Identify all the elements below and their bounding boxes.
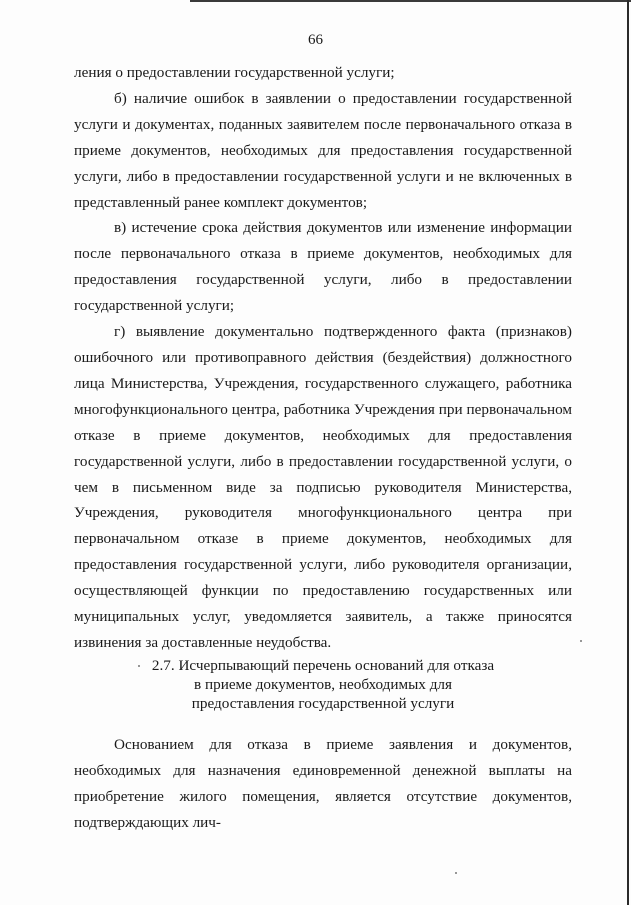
paragraph-g: г) выявление документально подтвержденного факта (признаков) ошибочного или противоправного действия (бездействия) должностного лица Министерства, Учреждения, государственного служащего, работника многофункционального центра, работника Учреждения при первоначальном отказе в приеме документов, необходимых для предоставления государственной услуги, либо в предоставлении государственной услуги, о чем в письменном виде за подписью руководителя Министерства, Учреждения, руководителя многофункционального центра при первоначальном отказе в приеме документов, необходимых для предоставления государственной услуги, либо руководителя организации, осуществляющей функции по предоставлению государственных или муниципальных услуг, уведомляется заявитель, а также приносятся извинения за доставленные неудобства. (74, 323, 572, 651)
section-heading-line-1: 2.7. Исчерпывающий перечень оснований для отказа (151, 657, 495, 674)
scan-right-edge (627, 0, 629, 905)
paragraph-continuation: ления о предоставлении государственной услуги; (74, 64, 395, 81)
scan-speck (580, 640, 582, 642)
closing-text (74, 732, 572, 836)
scan-top-edge (190, 0, 631, 2)
scan-speck (138, 665, 140, 667)
page-number: 66 (308, 32, 323, 48)
closing-paragraph: Основанием для отказа в приеме заявления и документов, необходимых для назначения единовременной денежной выплаты на приобретение жилого помещения, является отсутствие документов, подтверждающих лич- (74, 736, 572, 831)
section-heading-line-3: предоставления государственной услуги (191, 695, 455, 712)
paragraph-b: б) наличие ошибок в заявлении о предоставлении государственной услуги и документах, поданных заявителем после первоначального отказа в приеме документов, необходимых для предоставления государственной услуги, либо в предоставлении государственной услуги и не включенных в представленный ранее комплект документов; (74, 89, 572, 211)
section-heading (74, 656, 572, 713)
scan-speck (455, 872, 457, 874)
body-text (74, 60, 572, 656)
paragraph-v: в) истечение срока действия документов или изменение информации после первоначального отказа в приеме документов, необходимых для предоставления государственной услуги, либо в предоставлении государственной услуги; (74, 219, 572, 315)
section-heading-line-2: в приеме документов, необходимых для (194, 676, 452, 693)
